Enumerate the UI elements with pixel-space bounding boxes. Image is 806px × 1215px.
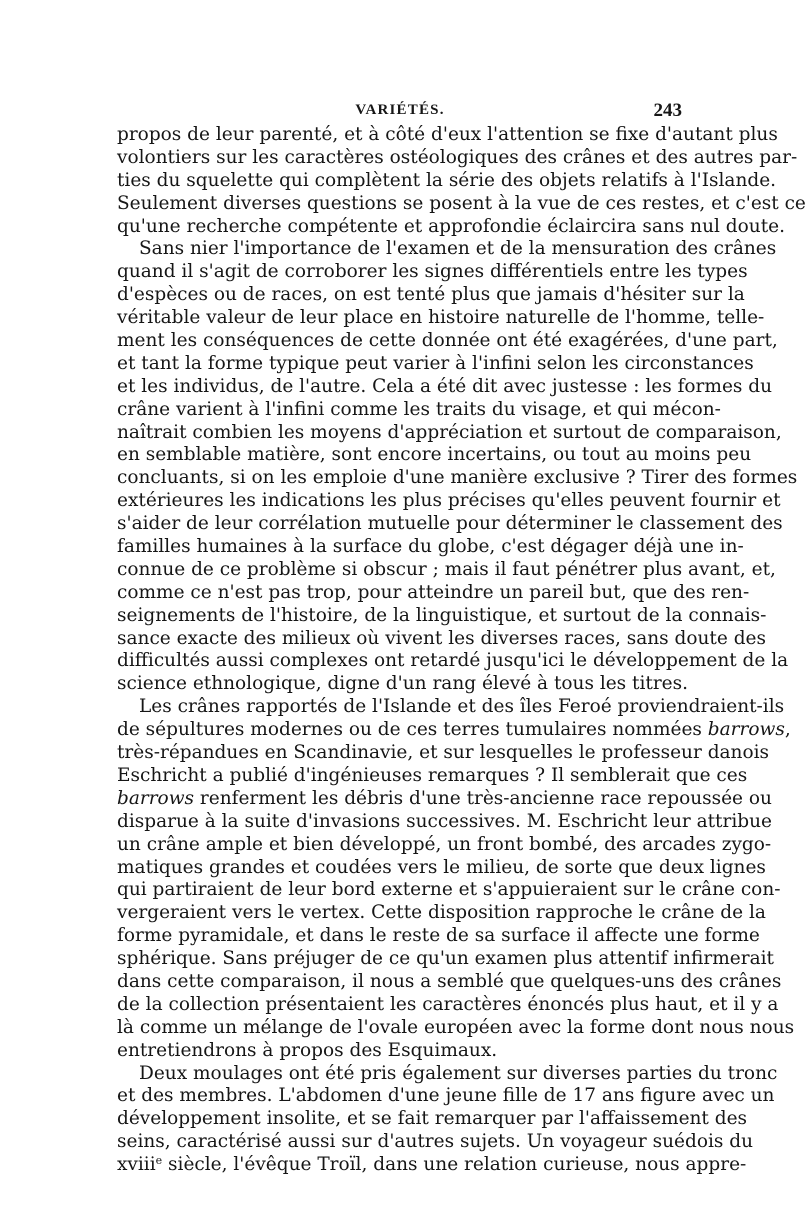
text-line <box>117 810 772 834</box>
line-text: familles humaines à la surface du globe, c'est dégager déjà une in- <box>117 536 744 558</box>
line-text: Sans nier l'importance de l'examen et de la mensuration des crânes <box>139 238 777 260</box>
text-line <box>117 124 778 147</box>
text-line <box>117 146 798 170</box>
text-line <box>117 375 773 399</box>
line-text: forme pyramidale, et dans le reste de sa surface il affecte une forme <box>117 925 760 947</box>
line-text: et tant la forme typique peut varier à l'infini selon les circonstances <box>117 352 754 374</box>
text-line <box>117 696 785 719</box>
line-text: Les crânes rapportés de l'Islande et des îles Feroé proviendraient-ils <box>139 696 785 718</box>
line-text: Deux moulages ont été pris également sur diverses parties du tronc <box>139 1062 778 1084</box>
text-line <box>117 352 754 376</box>
line-text: ment les conséquences de cette donnée ont été exagérées, d'une part, <box>117 330 778 352</box>
line-text: Eschricht a publié d'ingénieuses remarques ? Il semblerait que ces <box>117 764 748 786</box>
text-line <box>117 970 782 994</box>
text-line <box>117 1154 747 1177</box>
text-line <box>117 764 748 788</box>
text-line <box>117 673 689 696</box>
line-text: Seulement diverses questions se posent à la vue de ces restes, et c'est ce <box>117 192 806 214</box>
line-text: naîtrait combien les moyens d'appréciation et surtout de comparaison, <box>117 421 782 443</box>
line-text: qui partiraient de leur bord externe et s'appuieraient sur le crâne con- <box>117 879 781 901</box>
line-text: s'aider de leur corrélation mutuelle pour déterminer le classement des <box>117 513 783 535</box>
line-text: très-répandues en Scandinavie, et sur lesquelles le professeur danois <box>117 742 770 764</box>
text-line <box>117 192 806 216</box>
line-text: matiques grandes et coudées vers le milieu, de sorte que deux lignes <box>117 856 766 878</box>
line-text: qu'une recherche compétente et approfondie éclaircira sans nul doute. <box>117 215 785 237</box>
text-line <box>117 993 779 1017</box>
line-text: disparue à la suite d'invasions successives. M. Eschricht leur attribue <box>117 810 772 832</box>
line-text: propos de leur parenté, et à côté d'eux l'attention se fixe d'autant plus <box>117 124 778 145</box>
text-line <box>117 513 783 536</box>
text-line <box>117 330 778 353</box>
text-line <box>117 833 772 857</box>
line-text: difficultés aussi complexes ont retardé jusqu'ici le développement de la <box>117 650 789 672</box>
line-text: seins, caractérisé aussi sur d'autres sujets. Un voyageur suédois du <box>117 1131 754 1153</box>
line-text: véritable valeur de leur place en histoire naturelle de l'homme, telle- <box>117 307 765 329</box>
line-text-continued: , <box>784 719 791 741</box>
text-line <box>117 238 777 261</box>
line-text: développement insolite, et se fait remarquer par l'affaissement des <box>117 1108 748 1130</box>
line-text: extérieures les indications les plus précises qu'elles peuvent fournir et <box>117 490 781 512</box>
line-text: xviii <box>117 1154 156 1176</box>
running-title: VARIÉTÉS. <box>355 102 445 118</box>
line-text: d'espèces ou de races, on est tenté plus que jamais d'hésiter sur la <box>117 284 745 306</box>
line-text: et les individus, de l'autre. Cela a été dit avec justesse : les formes du <box>117 375 773 397</box>
line-text-continued: renferment les débris d'une très-ancienne race repoussée ou <box>194 787 772 809</box>
text-line <box>117 398 721 422</box>
line-text: crâne varient à l'infini comme les traits du visage, et qui mécon- <box>117 398 721 420</box>
text-line <box>117 444 752 467</box>
text-line <box>117 879 781 902</box>
line-text: comme ce n'est pas trop, pour atteindre un pareil but, que des ren- <box>117 581 750 603</box>
line-text: et des membres. L'abdomen d'une jeune fille de 17 ans figure avec un <box>117 1085 775 1107</box>
line-text-continued: siècle, l'évêque Troïl, dans une relation curieuse, nous appre- <box>162 1154 747 1176</box>
text-line <box>117 1062 778 1086</box>
line-text: seignements de l'histoire, de la linguistique, et surtout de la connais- <box>117 604 767 626</box>
line-text: un crâne ample et bien développé, un front bombé, des arcades zygo- <box>117 833 772 855</box>
text-line <box>117 1016 795 1040</box>
line-text: ties du squelette qui complètent la série des objets relatifs à l'Islande. <box>117 169 777 191</box>
text-line <box>117 856 766 880</box>
text-line <box>117 536 744 559</box>
line-text: de sépultures modernes ou de ces terres tumulaires nommées <box>117 719 708 741</box>
line-text: dans cette comparaison, il nous a semblé que quelques-uns des crânes <box>117 970 782 992</box>
text-line <box>117 742 770 765</box>
text-line <box>117 421 782 445</box>
text-line <box>117 558 776 582</box>
running-head <box>118 100 682 124</box>
text-line <box>117 467 798 490</box>
line-text: concluants, si on les emploie d'une manière exclusive ? Tirer des formes <box>117 467 798 489</box>
superscript: e <box>155 1154 163 1168</box>
text-line <box>117 604 767 628</box>
line-text: connue de ce problème si obscur ; mais il faut pénétrer plus avant, et, <box>117 558 776 580</box>
text-line <box>117 719 791 742</box>
text-line <box>117 490 781 513</box>
text-line <box>117 948 774 971</box>
line-text: sance exacte des milieux où vivent les diverses races, sans doute des <box>117 627 766 649</box>
text-line <box>117 627 766 651</box>
text-line <box>117 925 760 948</box>
line-text: science ethnologique, digne d'un rang élevé à tous les titres. <box>117 673 689 695</box>
text-line <box>117 307 765 330</box>
text-line <box>117 787 772 811</box>
line-text: quand il s'agit de corroborer les signes différentiels entre les types <box>117 261 748 283</box>
line-text: de la collection présentaient les caractères énoncés plus haut, et il y a <box>117 993 779 1015</box>
line-text: vergeraient vers le vertex. Cette disposition rapproche le crâne de la <box>117 902 766 924</box>
line-text: entretiendrons à propos des Esquimaux. <box>117 1039 498 1061</box>
line-text: là comme un mélange de l'ovale européen avec la forme dont nous nous <box>117 1016 795 1038</box>
text-line <box>117 284 745 307</box>
text-line <box>117 902 766 925</box>
text-line <box>117 1131 754 1154</box>
line-text: sphérique. Sans préjuger de ce qu'un examen plus attentif infirmerait <box>117 948 774 970</box>
italic-term: barrows <box>707 719 785 741</box>
line-text: en semblable matière, sont encore incertains, ou tout au moins peu <box>117 444 752 466</box>
text-line <box>117 581 750 605</box>
body-text <box>117 124 806 1177</box>
text-line <box>117 215 785 239</box>
text-line <box>117 1040 683 1063</box>
text-line <box>117 1108 748 1131</box>
text-line <box>117 169 777 193</box>
text-line <box>117 650 789 673</box>
page-number: 243 <box>653 100 682 121</box>
line-text: volontiers sur les caractères ostéologiques des crânes et des autres par- <box>117 146 798 168</box>
text-line <box>117 261 748 284</box>
text-line <box>117 1085 775 1108</box>
italic-term: barrows <box>117 787 195 809</box>
